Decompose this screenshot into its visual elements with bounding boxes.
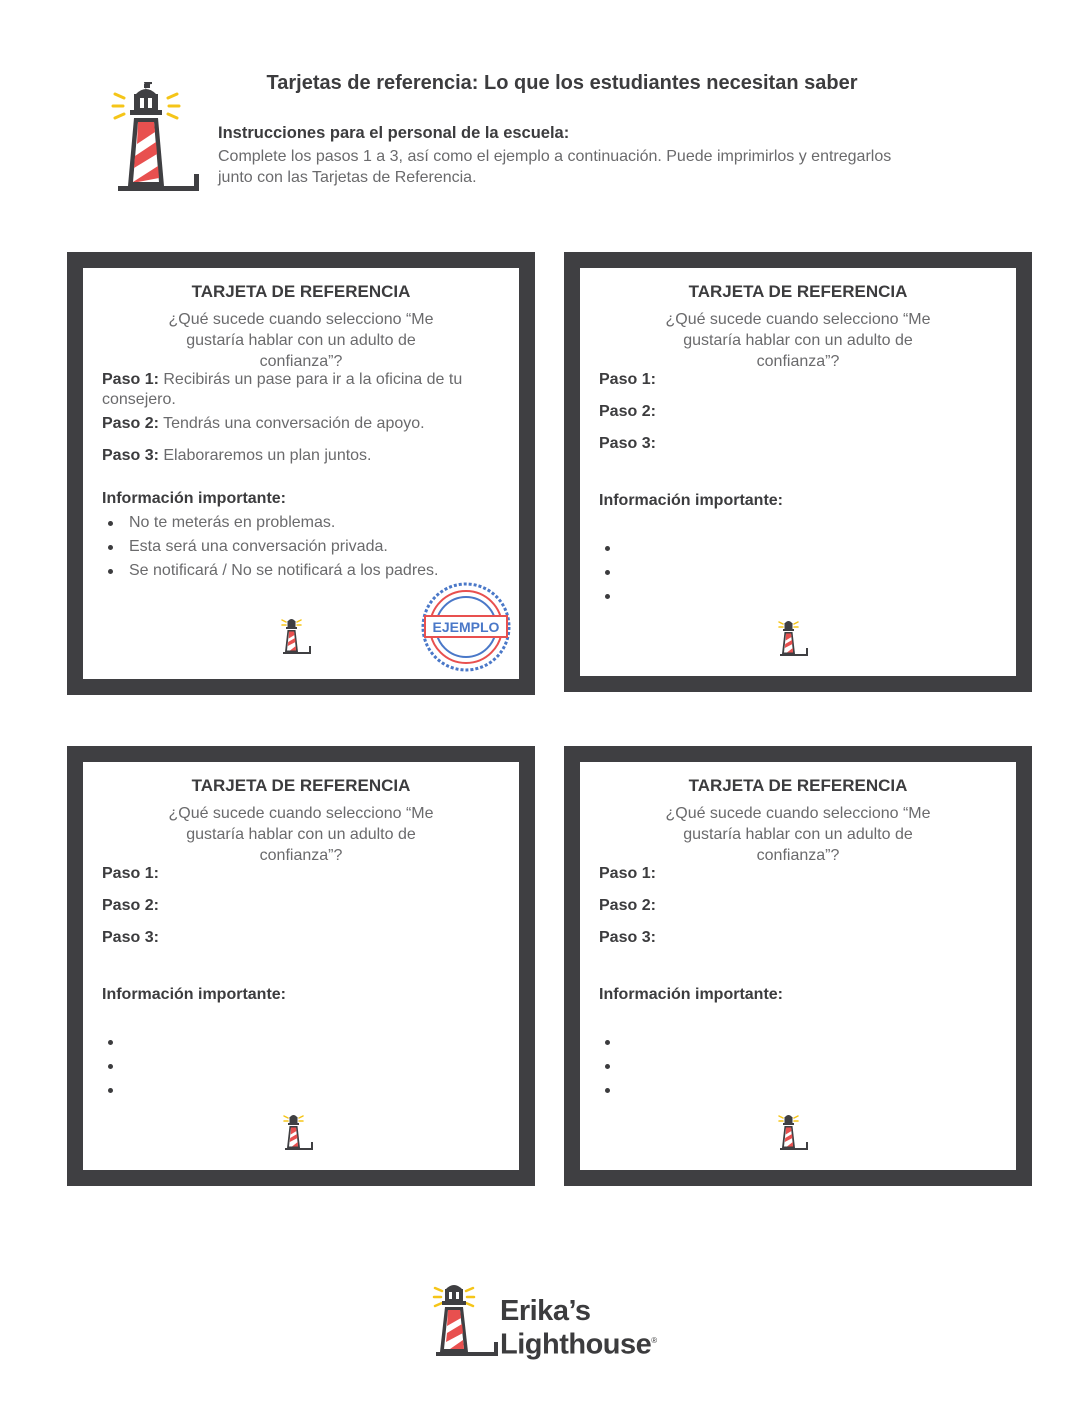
instructions-body: Complete los pasos 1 a 3, así como el ejemplo a continuación. Puede imprimirlos y entregarlos junto con las Tarjetas de Referencia. [218, 148, 892, 186]
card-question: ¿Qué sucede cuando selecciono “Me gustaría hablar con un adulto de confianza”? [168, 311, 434, 370]
stamp-text: EJEMPLO [432, 619, 500, 635]
card-step-1 [599, 370, 966, 390]
brand-line-2: Lighthouse® [500, 1328, 657, 1361]
reference-card [67, 746, 535, 1186]
lighthouse-icon [282, 1112, 314, 1152]
list-item [599, 1030, 626, 1054]
card-title: TARJETA DE REFERENCIA [191, 776, 411, 795]
card-step-3 [599, 928, 966, 948]
info-list [599, 536, 626, 608]
step-text: Tendrás una conversación de apoyo. [163, 415, 425, 432]
step-label: Paso 3: [599, 929, 656, 946]
info-list [102, 1030, 129, 1102]
lighthouse-logo-icon [110, 82, 206, 194]
step-label: Paso 3: [102, 447, 159, 464]
info-title: Información importante: [599, 986, 784, 1003]
step-label: Paso 1: [599, 371, 656, 388]
step-label: Paso 2: [599, 403, 656, 420]
brand-line-1: Erika’s [500, 1295, 591, 1327]
step-label: Paso 1: [102, 371, 159, 388]
lighthouse-icon [777, 1112, 809, 1152]
list-item [102, 1030, 129, 1054]
card-step-3 [599, 434, 966, 454]
list-item [599, 560, 626, 584]
step-label: Paso 2: [599, 897, 656, 914]
info-title: Información importante: [102, 986, 287, 1003]
list-item: Se notificará / No se notificará a los padres. [102, 559, 439, 583]
brand-name [500, 1296, 657, 1360]
list-item [102, 1078, 129, 1102]
card-question: ¿Qué sucede cuando selecciono “Me gustaría hablar con un adulto de confianza”? [665, 311, 931, 370]
card-title: TARJETA DE REFERENCIA [688, 282, 908, 301]
card-title: TARJETA DE REFERENCIA [688, 776, 908, 795]
step-label: Paso 3: [102, 929, 159, 946]
info-list [599, 1030, 626, 1102]
list-item: Esta será una conversación privada. [102, 535, 439, 559]
lighthouse-icon [280, 616, 312, 656]
card-step-3 [102, 446, 469, 466]
ejemplo-stamp [420, 581, 512, 673]
card-step-1 [102, 864, 469, 884]
card-title: TARJETA DE REFERENCIA [191, 282, 411, 301]
info-title: Información importante: [599, 492, 784, 509]
card-step-2 [102, 414, 469, 434]
list-item [102, 1054, 129, 1078]
step-text: Elaboraremos un plan juntos. [163, 447, 372, 464]
reference-card [564, 252, 1032, 692]
reference-card-example [67, 252, 535, 695]
instructions-title: Instrucciones para el personal de la escuela: [218, 124, 570, 142]
lighthouse-logo-icon [432, 1280, 502, 1358]
reference-card [564, 746, 1032, 1186]
card-step-3 [102, 928, 469, 948]
step-label: Paso 3: [599, 435, 656, 452]
step-label: Paso 1: [599, 865, 656, 882]
step-label: Paso 2: [102, 897, 159, 914]
card-question: ¿Qué sucede cuando selecciono “Me gustaría hablar con un adulto de confianza”? [168, 805, 434, 864]
page-title: Tarjetas de referencia: Lo que los estudiantes necesitan saber [266, 72, 858, 94]
list-item [599, 584, 626, 608]
info-list [102, 511, 439, 583]
list-item [599, 1054, 626, 1078]
list-item [599, 1078, 626, 1102]
card-step-2 [102, 896, 469, 916]
card-question: ¿Qué sucede cuando selecciono “Me gustaría hablar con un adulto de confianza”? [665, 805, 931, 864]
lighthouse-icon [777, 618, 809, 658]
card-step-2 [599, 896, 966, 916]
card-step-2 [599, 402, 966, 422]
step-label: Paso 2: [102, 415, 159, 432]
step-label: Paso 1: [102, 865, 159, 882]
list-item [599, 536, 626, 560]
info-title: Información importante: [102, 490, 287, 507]
card-step-1 [102, 370, 469, 410]
list-item: No te meterás en problemas. [102, 511, 439, 535]
step-text: Recibirás un pase para ir a la oficina de tu consejero. [102, 371, 463, 408]
card-step-1 [599, 864, 966, 884]
